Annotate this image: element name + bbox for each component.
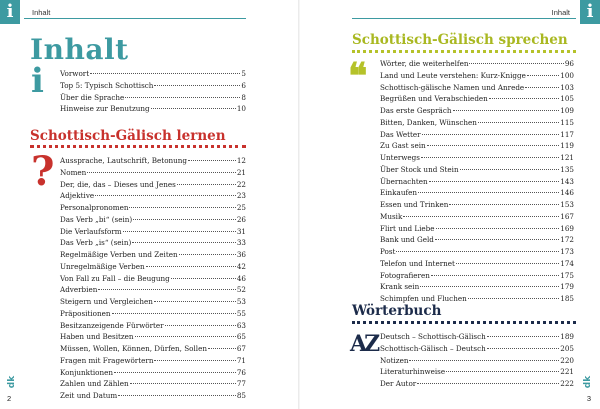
toc-entry [380, 140, 574, 152]
toc-entry-title: Flirt und Liebe [380, 223, 435, 233]
toc-entry-page: 76 [236, 367, 246, 377]
toc-entry-title: Post [380, 247, 396, 256]
toc-entry-title: Müssen, Wollen, Können, Dürfen, Sollen [60, 344, 207, 353]
toc-entry [380, 93, 574, 105]
dot-leader [427, 145, 560, 146]
dot-leader [436, 228, 560, 229]
question-mark-icon: ? [31, 148, 55, 195]
toc-entry-title: Vorwort [60, 69, 90, 78]
section-divider [352, 50, 576, 53]
dot-leader [456, 263, 559, 264]
toc-entry [60, 249, 246, 261]
toc-entry-page: 175 [560, 270, 574, 280]
toc-entry-page: 21 [236, 167, 246, 177]
toc-entry-page: 42 [236, 261, 246, 271]
toc-entry-page: 220 [560, 355, 574, 365]
toc-entry [60, 343, 246, 355]
toc-entry-title: Das Verb „is“ (sein) [60, 238, 132, 248]
dot-leader [188, 160, 236, 161]
toc-entry [60, 103, 246, 115]
toc-entry-page: 65 [236, 332, 246, 342]
dot-leader [487, 348, 560, 349]
toc-entry-page: 12 [236, 156, 246, 165]
dot-leader [112, 313, 236, 314]
toc-entry [60, 284, 246, 296]
section-title-sprechen: Schottisch-Gälisch sprechen [352, 32, 568, 48]
toc-entry-title: Schimpfen und Fluchen [380, 294, 467, 303]
toc-entry-page: 63 [236, 320, 246, 330]
dot-leader [469, 63, 563, 64]
toc-entry-title: Schottisch-Gälisch – Deutsch [380, 343, 486, 353]
dot-leader [177, 184, 236, 185]
toc-entry-title: Die Verlaufsform [60, 226, 122, 236]
toc-entry [380, 82, 574, 94]
header-rule [352, 18, 576, 19]
toc-entry-page: 121 [560, 153, 574, 162]
header-rule [24, 18, 246, 19]
toc-entry [60, 226, 246, 238]
toc-entry-title: Musik [380, 211, 403, 221]
toc-entry-page: 46 [236, 273, 246, 283]
toc-entry [380, 223, 574, 235]
toc-entry [60, 68, 246, 80]
toc-entry [60, 355, 246, 367]
dot-leader [154, 360, 235, 361]
toc-entry-title: Von Fall zu Fall – die Beugung [60, 273, 170, 283]
toc-entry-title: Über Stock und Stein [380, 164, 459, 174]
toc-entry [380, 105, 574, 117]
dot-leader [179, 254, 236, 255]
lernen-toc [60, 155, 246, 402]
toc-entry [60, 80, 246, 92]
toc-entry [60, 237, 246, 249]
dot-leader [133, 219, 236, 220]
dot-leader [478, 122, 559, 123]
toc-entry-page: 31 [236, 226, 246, 236]
toc-entry [380, 164, 574, 176]
toc-entry [60, 92, 246, 104]
section-divider [352, 321, 576, 324]
toc-entry-title: Der, die, das – Dieses und Jenes [60, 179, 176, 189]
toc-entry-title: Über die Sprache [60, 92, 125, 102]
brand-logo: dk [582, 375, 593, 389]
dot-leader [431, 275, 559, 276]
dot-leader [154, 85, 240, 86]
toc-entry-page: 115 [560, 117, 574, 127]
toc-entry [60, 155, 246, 167]
toc-entry [380, 281, 574, 293]
toc-entry-page: 173 [560, 247, 574, 256]
toc-entry [380, 211, 574, 223]
toc-entry [380, 270, 574, 282]
toc-entry-title: Begrüßen und Verabschieden [380, 94, 488, 104]
dot-leader [468, 298, 560, 299]
toc-entry-page: 67 [236, 344, 246, 353]
toc-entry-title: Fragen mit Fragewörtern [60, 355, 154, 365]
toc-entry-title: Zu Gast sein [380, 141, 426, 151]
toc-entry-title: Krank sein [380, 282, 420, 292]
toc-entry-title: Land und Leute verstehen: Kurz-Knigge [380, 70, 526, 80]
section-title-lernen: Schottisch-Gälisch lernen [30, 128, 226, 144]
toc-entry-title: Deutsch – Schottisch-Gälisch [380, 332, 486, 341]
toc-entry-title: Schottisch-gälische Namen und Anrede [380, 82, 525, 92]
toc-entry-title: Telefon und Internet [380, 258, 455, 268]
toc-entry-title: Fotografieren [380, 270, 430, 280]
info-icon: i [31, 61, 44, 101]
brand-logo: dk [7, 375, 18, 389]
toc-entry-title: Einkaufen [380, 188, 417, 198]
toc-entry-page: 36 [236, 250, 246, 259]
woerterbuch-toc [380, 331, 574, 390]
dot-leader [409, 360, 559, 361]
toc-entry [380, 117, 574, 129]
toc-entry-page: 153 [560, 200, 574, 209]
dot-leader [453, 110, 560, 111]
toc-entry-page: 26 [236, 214, 246, 224]
dot-leader [87, 172, 236, 173]
toc-entry-page: 10 [236, 104, 246, 114]
toc-entry [380, 199, 574, 211]
toc-entry [60, 378, 246, 390]
dot-leader [489, 98, 559, 99]
dot-leader [487, 336, 560, 337]
toc-entry-title: Steigern und Vergleichen [60, 297, 153, 306]
toc-entry [60, 214, 246, 226]
toc-entry [380, 187, 574, 199]
toc-entry-page: 96 [564, 59, 574, 68]
toc-entry-title: Bank und Geld [380, 235, 434, 245]
toc-entry [380, 234, 574, 246]
toc-entry-title: Hinweise zur Benutzung [60, 104, 150, 114]
right-page [300, 0, 600, 409]
toc-entry-page: 117 [560, 129, 574, 139]
dot-leader [95, 195, 236, 196]
toc-entry [380, 246, 574, 258]
toc-entry [60, 331, 246, 343]
dot-leader [129, 207, 235, 208]
info-tab-icon: i [580, 0, 600, 24]
toc-entry-page: 55 [236, 308, 246, 318]
dot-leader [527, 75, 559, 76]
dot-leader [146, 266, 236, 267]
dot-leader [429, 181, 560, 182]
toc-entry-page: 135 [560, 164, 574, 174]
dot-leader [165, 325, 236, 326]
dot-leader [446, 371, 559, 372]
toc-entry-title: Haben und Besitzen [60, 332, 134, 342]
toc-entry-title: Der Autor [380, 379, 417, 388]
dot-leader [449, 204, 559, 205]
toc-entry-page: 185 [560, 294, 574, 303]
toc-entry-title: Notizen [380, 355, 409, 365]
toc-entry-page: 105 [560, 94, 574, 104]
dot-leader [420, 286, 559, 287]
toc-entry-title: Das erste Gespräch [380, 106, 452, 115]
toc-entry-page: 119 [560, 141, 574, 151]
toc-entry-page: 169 [560, 223, 574, 233]
dot-leader [125, 97, 240, 98]
section-title-woerterbuch: Wörterbuch [352, 303, 442, 319]
toc-entry [380, 258, 574, 270]
toc-entry-title: Unregelmäßige Verben [60, 261, 145, 271]
dot-leader [132, 242, 236, 243]
toc-entry-title: Konjunktionen [60, 367, 114, 377]
toc-entry-page: 205 [560, 343, 574, 353]
toc-entry-page: 100 [560, 70, 574, 80]
toc-entry-page: 52 [236, 285, 246, 295]
toc-entry-page: 222 [560, 379, 574, 388]
toc-entry-page: 221 [560, 367, 574, 377]
toc-entry-page: 174 [560, 258, 574, 268]
toc-entry-page: 77 [236, 379, 246, 389]
dot-leader [418, 192, 559, 193]
toc-entry [380, 378, 574, 390]
toc-entry-page: 8 [241, 92, 246, 102]
toc-entry-title: Besitzanzeigende Fürwörter [60, 320, 164, 330]
dot-leader [435, 239, 559, 240]
toc-entry-page: 103 [560, 82, 574, 92]
toc-entry-title: Nomen [60, 167, 87, 177]
dot-leader [460, 169, 560, 170]
toc-entry-page: 6 [241, 80, 246, 90]
toc-entry [380, 343, 574, 355]
dot-leader [98, 289, 236, 290]
running-head: Inhalt [32, 8, 51, 17]
info-tab-icon: i [0, 0, 20, 24]
toc-entry [60, 367, 246, 379]
dot-leader [421, 157, 559, 158]
toc-entry-title: Top 5: Typisch Schottisch [60, 80, 154, 90]
running-head: Inhalt [551, 8, 570, 17]
toc-entry-page: 25 [236, 203, 246, 212]
toc-entry-page: 172 [560, 235, 574, 245]
toc-entry [60, 320, 246, 332]
dot-leader [417, 383, 559, 384]
intro-toc [60, 68, 246, 115]
toc-entry-title: Essen und Trinken [380, 200, 449, 209]
toc-entry-title: Das Verb „bi“ (sein) [60, 214, 133, 224]
dot-leader [403, 216, 559, 217]
toc-entry-title: Adjektive [60, 191, 95, 201]
toc-entry-page: 71 [236, 355, 246, 365]
dot-leader [114, 372, 236, 373]
toc-entry-page: 167 [560, 211, 574, 221]
toc-entry [380, 176, 574, 188]
toc-entry-title: Übernachten [380, 176, 428, 186]
toc-entry [60, 202, 246, 214]
toc-entry [60, 296, 246, 308]
toc-entry [60, 190, 246, 202]
page-title: Inhalt [30, 33, 129, 66]
toc-entry-page: 23 [236, 191, 246, 201]
dot-leader [171, 278, 236, 279]
toc-entry-title: Zahlen und Zählen [60, 379, 129, 389]
dot-leader [135, 336, 236, 337]
toc-entry [380, 331, 574, 343]
toc-entry [60, 167, 246, 179]
toc-entry [60, 261, 246, 273]
dot-leader [123, 231, 236, 232]
dot-leader [154, 301, 236, 302]
toc-entry-page: 5 [241, 69, 246, 78]
toc-entry-title: Literaturhinweise [380, 367, 446, 377]
toc-entry-page: 109 [560, 106, 574, 115]
toc-entry [60, 179, 246, 191]
page-number: 3 [586, 394, 591, 403]
dot-leader [208, 348, 236, 349]
dot-leader [90, 73, 240, 74]
toc-entry [380, 58, 574, 70]
page-number: 2 [7, 394, 12, 403]
quote-icon: ❝ [348, 55, 368, 97]
toc-entry [380, 355, 574, 367]
dot-leader [118, 395, 236, 396]
toc-entry-title: Bitten, Danken, Wünschen [380, 117, 477, 127]
toc-entry-page: 143 [560, 176, 574, 186]
toc-entry-title: Regelmäßige Verben und Zeiten [60, 250, 178, 259]
toc-entry-title: Unterwegs [380, 153, 420, 162]
toc-entry [60, 390, 246, 402]
dot-leader [130, 383, 236, 384]
toc-entry-page: 179 [560, 282, 574, 292]
toc-entry-title: Das Wetter [380, 129, 421, 139]
toc-entry-page: 33 [236, 238, 246, 248]
toc-entry-page: 189 [560, 332, 574, 341]
sprechen-toc [380, 58, 574, 305]
dot-leader [396, 251, 559, 252]
toc-entry [60, 308, 246, 320]
toc-entry-page: 85 [236, 391, 246, 400]
toc-entry-title: Aussprache, Lautschrift, Betonung [60, 156, 188, 165]
toc-entry-title: Präpositionen [60, 308, 111, 318]
toc-entry-title: Zeit und Datum [60, 391, 118, 400]
toc-entry [380, 152, 574, 164]
toc-entry [380, 70, 574, 82]
toc-entry [380, 366, 574, 378]
toc-entry-title: Adverbien [60, 285, 98, 295]
toc-entry-page: 146 [560, 188, 574, 198]
toc-entry-page: 53 [236, 297, 246, 306]
section-divider [30, 145, 246, 148]
dot-leader [525, 87, 559, 88]
dot-leader [422, 134, 560, 135]
az-icon: AZ [350, 331, 378, 357]
toc-entry [60, 273, 246, 285]
toc-entry-page: 22 [236, 179, 246, 189]
toc-entry [380, 129, 574, 141]
toc-entry-title: Personalpronomen [60, 203, 129, 212]
dot-leader [151, 108, 236, 109]
toc-entry-title: Wörter, die weiterhelfen [380, 59, 469, 68]
